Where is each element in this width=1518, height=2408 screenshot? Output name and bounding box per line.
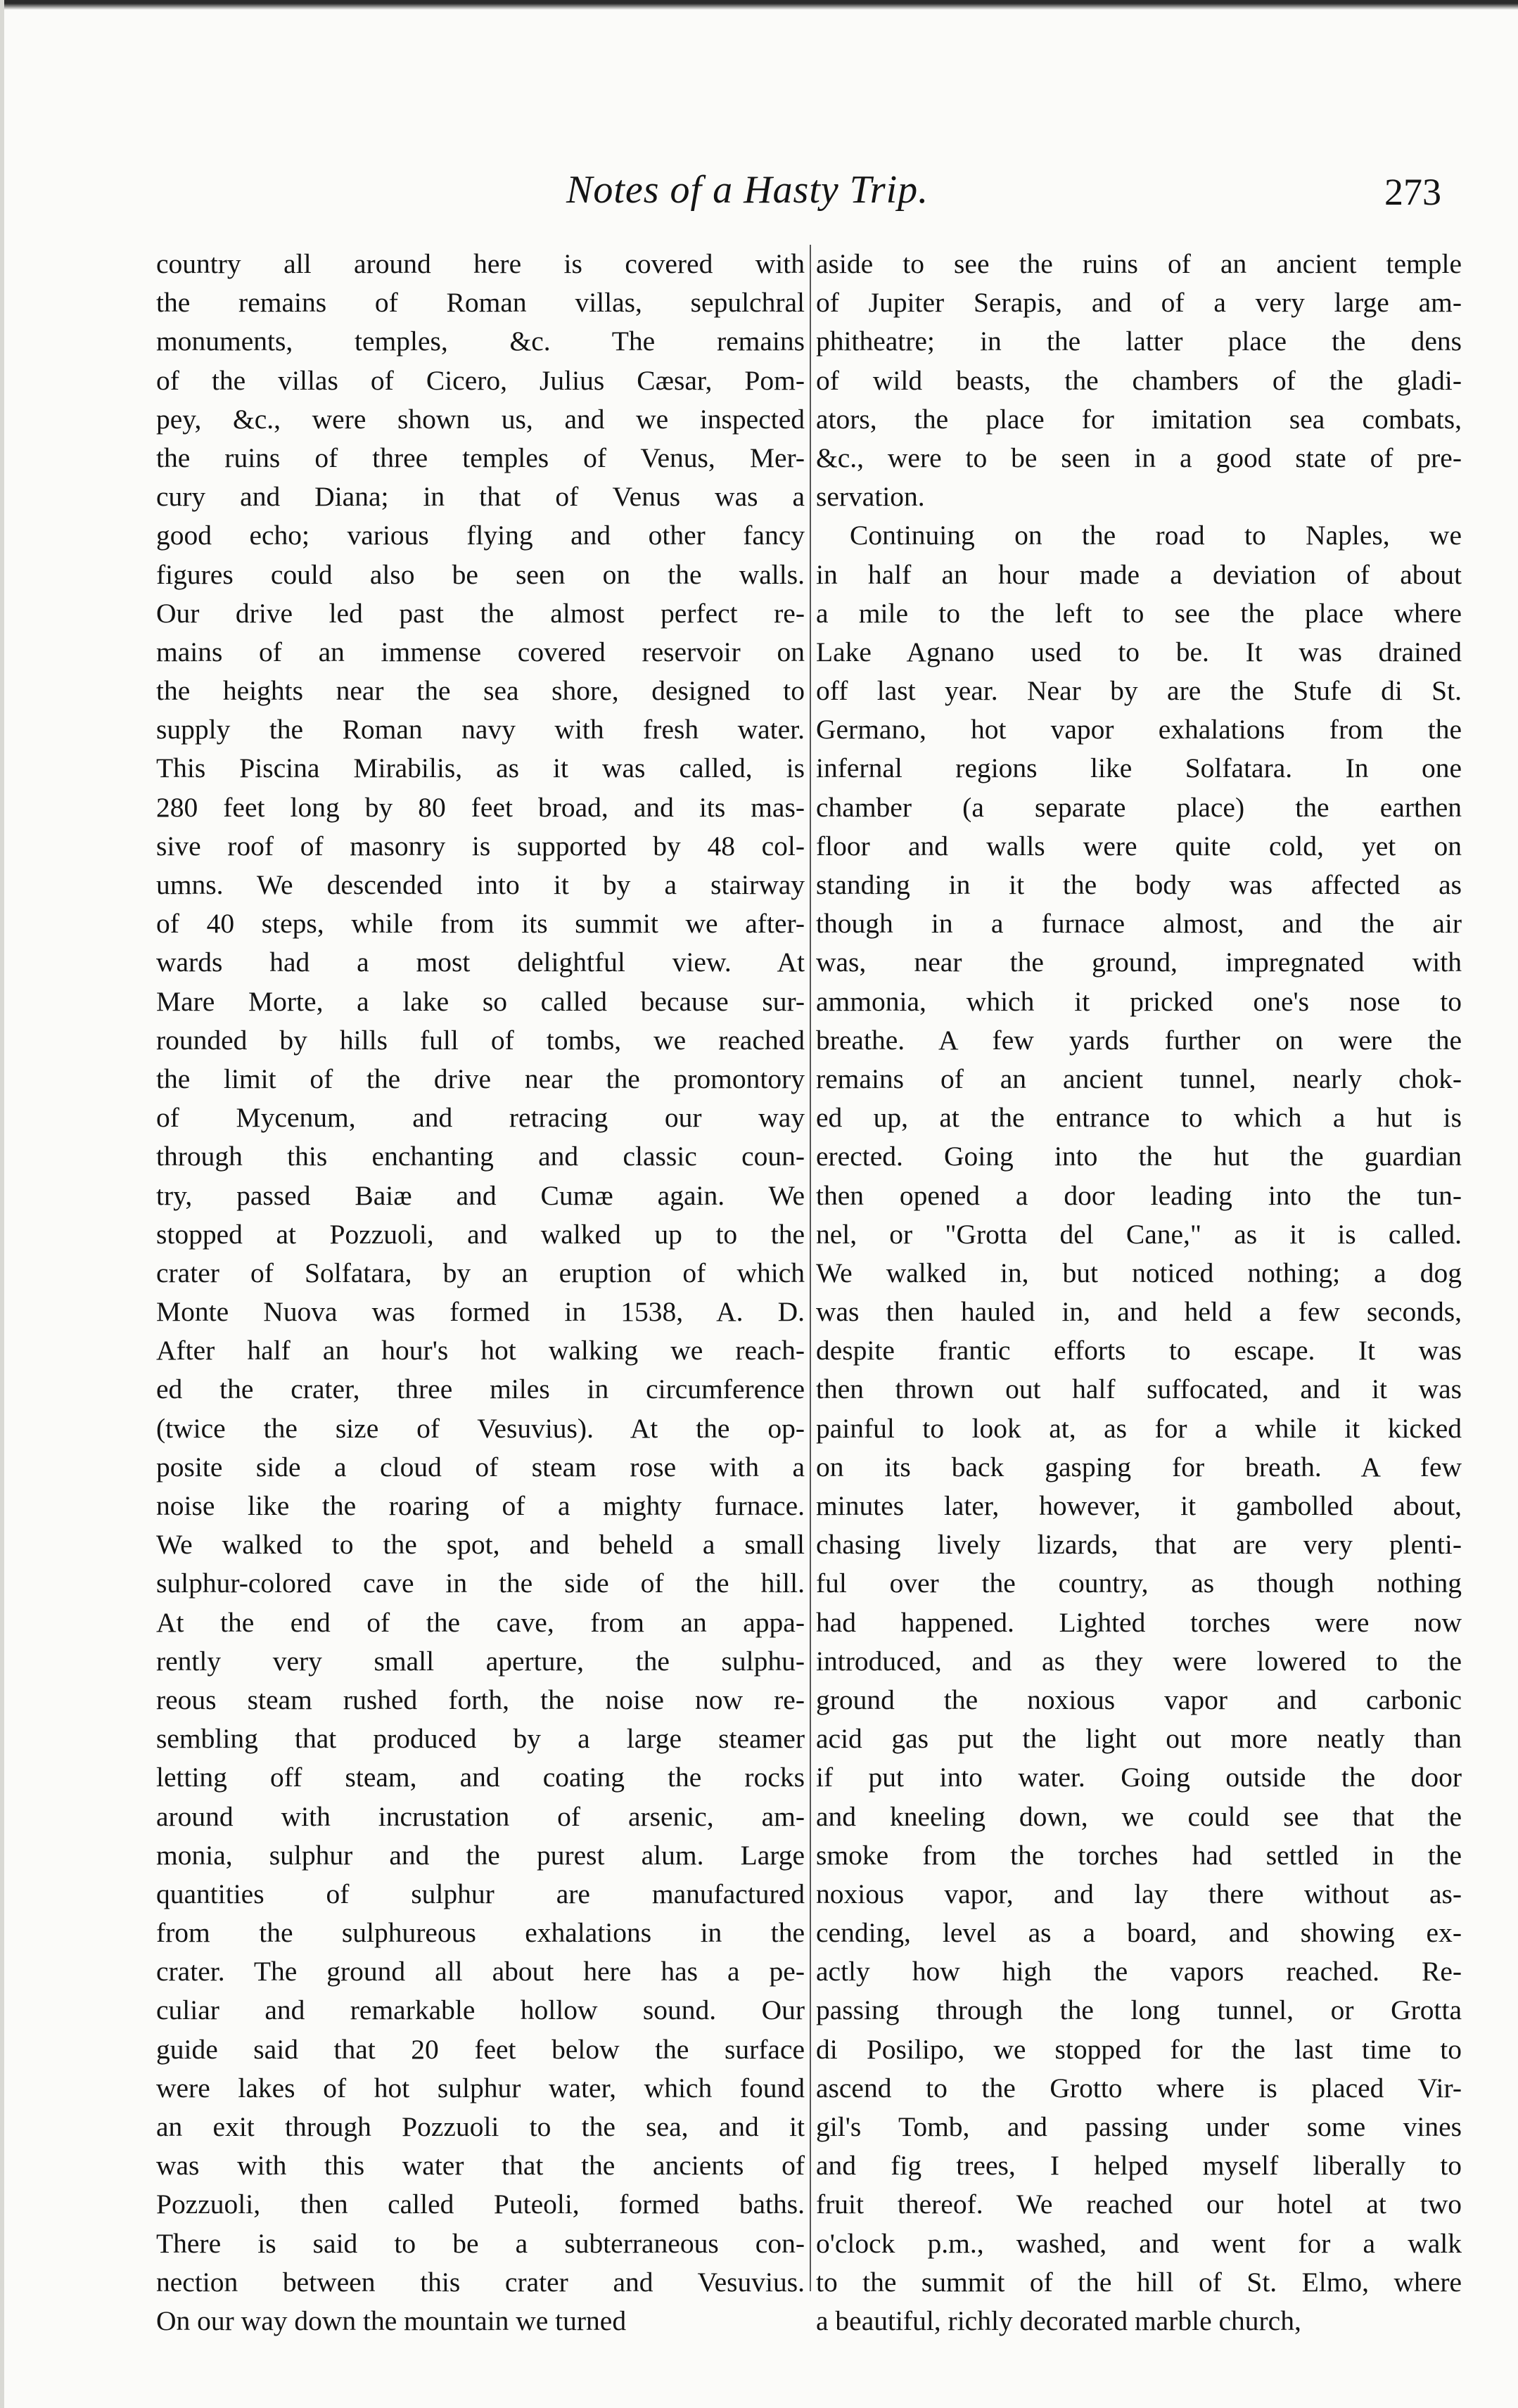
text-line: was then hauled in, and held a few seconds, bbox=[816, 1296, 1462, 1328]
text-line: chasing lively lizards, that are very plenti- bbox=[816, 1529, 1462, 1561]
text-line: off last year. Near by are the Stufe di St. bbox=[816, 675, 1462, 707]
text-line: on its back gasping for breath. A few bbox=[816, 1451, 1462, 1482]
text-line: to the summit of the hill of St. Elmo, where bbox=[816, 2266, 1462, 2298]
text-line: cending, level as a board, and showing ex- bbox=[816, 1917, 1462, 1949]
right-text-column bbox=[816, 245, 1462, 2340]
text-line: noise like the roaring of a mighty furnace. bbox=[156, 1490, 805, 1521]
text-line: This Piscina Mirabilis, as it was called, is bbox=[156, 752, 805, 784]
text-line: chamber (a separate place) the earthen bbox=[816, 791, 1462, 823]
text-line: the remains of Roman villas, sepulchral bbox=[156, 287, 805, 319]
text-line: floor and walls were quite cold, yet on bbox=[816, 830, 1462, 862]
text-line: try, passed Baiæ and Cumæ again. We bbox=[156, 1179, 805, 1211]
text-line: actly how high the vapors reached. Re- bbox=[816, 1956, 1462, 1987]
text-line: Lake Agnano used to be. It was drained bbox=[816, 636, 1462, 667]
page-number: 273 bbox=[1384, 171, 1441, 213]
text-line: crater of Solfatara, by an eruption of which bbox=[156, 1257, 805, 1288]
text-line: country all around here is covered with bbox=[156, 248, 805, 279]
text-line: of wild beasts, the chambers of the gladi- bbox=[816, 364, 1462, 396]
text-line: in half an hour made a deviation of about bbox=[816, 558, 1462, 590]
text-line: were lakes of hot sulphur water, which found bbox=[156, 2072, 805, 2103]
text-line: of 40 steps, while from its summit we after- bbox=[156, 908, 805, 940]
text-line: standing in it the body was affected as bbox=[816, 869, 1462, 900]
text-line: Mare Morte, a lake so called because sur- bbox=[156, 985, 805, 1017]
text-line: quantities of sulphur are manufactured bbox=[156, 1878, 805, 1909]
text-line: o'clock p.m., washed, and went for a walk bbox=[816, 2227, 1462, 2259]
text-line: monuments, temples, &c. The remains bbox=[156, 326, 805, 357]
text-line: guide said that 20 feet below the surface bbox=[156, 2033, 805, 2065]
text-line: ed up, at the entrance to which a hut is bbox=[816, 1102, 1462, 1134]
text-line: noxious vapor, and lay there without as- bbox=[816, 1878, 1462, 1909]
running-title: Notes of a Hasty Trip. bbox=[566, 168, 929, 212]
text-line: cury and Diana; in that of Venus was a bbox=[156, 481, 805, 513]
text-line: At the end of the cave, from an appa- bbox=[156, 1606, 805, 1638]
text-line: though in a furnace almost, and the air bbox=[816, 908, 1462, 940]
text-line: sive roof of masonry is supported by 48 col- bbox=[156, 830, 805, 862]
text-line: ascend to the Grotto where is placed Vir- bbox=[816, 2072, 1462, 2103]
text-line: of Jupiter Serapis, and of a very large am- bbox=[816, 287, 1462, 319]
left-page-edge bbox=[0, 0, 4, 2408]
text-line: good echo; various flying and other fancy bbox=[156, 520, 805, 551]
text-line: a beautiful, richly decorated marble church, bbox=[816, 2305, 1301, 2336]
text-line: and fig trees, I helped myself liberally to bbox=[816, 2150, 1462, 2182]
text-line: introduced, and as they were lowered to the bbox=[816, 1645, 1462, 1677]
text-line: the ruins of three temples of Venus, Mer- bbox=[156, 442, 805, 473]
text-line: posite side a cloud of steam rose with a bbox=[156, 1451, 805, 1482]
text-line: We walked in, but noticed nothing; a dog bbox=[816, 1257, 1462, 1288]
text-line: monia, sulphur and the purest alum. Large bbox=[156, 1839, 805, 1871]
text-line: the limit of the drive near the promontory bbox=[156, 1063, 805, 1094]
text-line: umns. We descended into it by a stairway bbox=[156, 869, 805, 900]
text-line: &c., were to be seen in a good state of pre- bbox=[816, 442, 1462, 473]
text-line: was, near the ground, impregnated with bbox=[816, 947, 1462, 978]
text-line: On our way down the mountain we turned bbox=[156, 2305, 627, 2336]
text-line: then thrown out half suffocated, and it was bbox=[816, 1373, 1462, 1405]
text-line: servation. bbox=[816, 481, 925, 513]
top-edge-rule bbox=[0, 0, 1518, 10]
text-line: Our drive led past the almost perfect re- bbox=[156, 597, 805, 629]
text-line: culiar and remarkable hollow sound. Our bbox=[156, 1994, 805, 2026]
text-line: the heights near the sea shore, designed to bbox=[156, 675, 805, 707]
text-line: crater. The ground all about here has a pe- bbox=[156, 1956, 805, 1987]
text-line: ful over the country, as though nothing bbox=[816, 1568, 1462, 1599]
text-line: letting off steam, and coating the rocks bbox=[156, 1762, 805, 1793]
text-line: breathe. A few yards further on were the bbox=[816, 1024, 1462, 1056]
text-line: minutes later, however, it gambolled about, bbox=[816, 1490, 1462, 1521]
text-line: ground the noxious vapor and carbonic bbox=[816, 1684, 1462, 1715]
text-line: supply the Roman navy with fresh water. bbox=[156, 714, 805, 745]
text-line: Pozzuoli, then called Puteoli, formed baths. bbox=[156, 2189, 805, 2220]
text-line: an exit through Pozzuoli to the sea, and it bbox=[156, 2111, 805, 2142]
text-line: di Posilipo, we stopped for the last time to bbox=[816, 2033, 1462, 2065]
text-line: Germano, hot vapor exhalations from the bbox=[816, 714, 1462, 745]
text-line: of Mycenum, and retracing our way bbox=[156, 1102, 805, 1134]
text-line: stopped at Pozzuoli, and walked up to the bbox=[156, 1218, 805, 1250]
text-line: despite frantic efforts to escape. It was bbox=[816, 1335, 1462, 1366]
text-line: a mile to the left to see the place where bbox=[816, 597, 1462, 629]
text-line: ators, the place for imitation sea combats, bbox=[816, 403, 1462, 435]
text-line: of the villas of Cicero, Julius Cæsar, Pom- bbox=[156, 364, 805, 396]
text-line: Continuing on the road to Naples, we bbox=[850, 520, 1462, 551]
text-line: around with incrustation of arsenic, am- bbox=[156, 1800, 805, 1832]
text-line: painful to look at, as for a while it kicked bbox=[816, 1412, 1462, 1444]
text-line: passing through the long tunnel, or Grotta bbox=[816, 1994, 1462, 2026]
text-line: 280 feet long by 80 feet broad, and its mas- bbox=[156, 791, 805, 823]
text-line: We walked to the spot, and beheld a small bbox=[156, 1529, 805, 1561]
left-text-column bbox=[156, 245, 805, 2340]
text-line: wards had a most delightful view. At bbox=[156, 947, 805, 978]
text-line: pey, &c., were shown us, and we inspected bbox=[156, 403, 805, 435]
text-line: fruit thereof. We reached our hotel at two bbox=[816, 2189, 1462, 2220]
text-line: and kneeling down, we could see that the bbox=[816, 1800, 1462, 1832]
text-line: rently very small aperture, the sulphu- bbox=[156, 1645, 805, 1677]
text-line: nection between this crater and Vesuvius. bbox=[156, 2266, 805, 2298]
text-line: figures could also be seen on the walls. bbox=[156, 558, 805, 590]
text-line: ammonia, which it pricked one's nose to bbox=[816, 985, 1462, 1017]
text-line: had happened. Lighted torches were now bbox=[816, 1606, 1462, 1638]
text-line: acid gas put the light out more neatly than bbox=[816, 1723, 1462, 1755]
text-line: reous steam rushed forth, the noise now re- bbox=[156, 1684, 805, 1715]
text-line: Monte Nuova was formed in 1538, A. D. bbox=[156, 1296, 805, 1328]
text-line: sulphur-colored cave in the side of the hill. bbox=[156, 1568, 805, 1599]
text-line: if put into water. Going outside the door bbox=[816, 1762, 1462, 1793]
text-line: aside to see the ruins of an ancient temple bbox=[816, 248, 1462, 279]
text-line: mains of an immense covered reservoir on bbox=[156, 636, 805, 667]
text-line: then opened a door leading into the tun- bbox=[816, 1179, 1462, 1211]
text-line: smoke from the torches had settled in the bbox=[816, 1839, 1462, 1871]
text-line: phitheatre; in the latter place the dens bbox=[816, 326, 1462, 357]
text-line: through this enchanting and classic coun- bbox=[156, 1141, 805, 1172]
text-line: from the sulphureous exhalations in the bbox=[156, 1917, 805, 1949]
text-line: After half an hour's hot walking we reach- bbox=[156, 1335, 805, 1366]
text-line: infernal regions like Solfatara. In one bbox=[816, 752, 1462, 784]
page-header bbox=[0, 167, 1518, 231]
column-divider bbox=[810, 245, 811, 2291]
text-line: erected. Going into the hut the guardian bbox=[816, 1141, 1462, 1172]
text-line: nel, or "Grotta del Cane," as it is called. bbox=[816, 1218, 1462, 1250]
text-line: was with this water that the ancients of bbox=[156, 2150, 805, 2182]
text-line: There is said to be a subterraneous con- bbox=[156, 2227, 805, 2259]
text-line: (twice the size of Vesuvius). At the op- bbox=[156, 1412, 805, 1444]
text-line: remains of an ancient tunnel, nearly chok- bbox=[816, 1063, 1462, 1094]
text-line: sembling that produced by a large steamer bbox=[156, 1723, 805, 1755]
text-line: ed the crater, three miles in circumference bbox=[156, 1373, 805, 1405]
text-line: rounded by hills full of tombs, we reached bbox=[156, 1024, 805, 1056]
text-line: gil's Tomb, and passing under some vines bbox=[816, 2111, 1462, 2142]
